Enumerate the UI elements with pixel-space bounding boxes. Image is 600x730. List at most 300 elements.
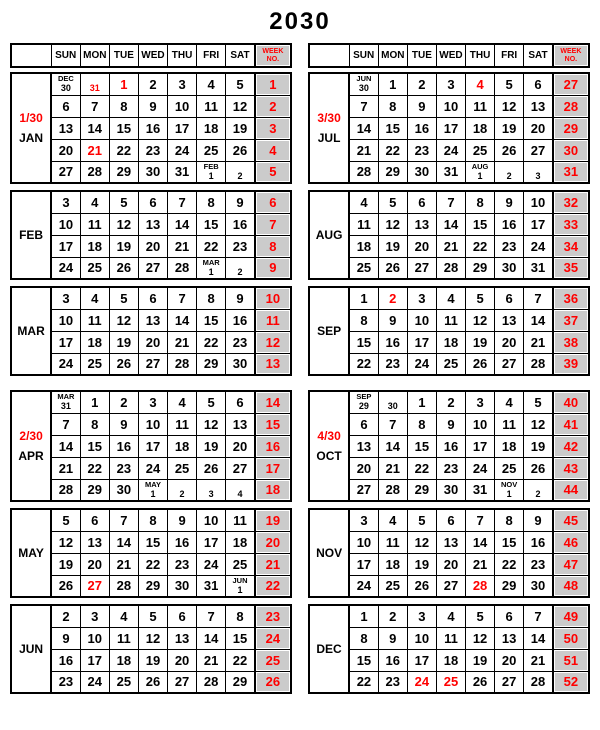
- day-cell: 25: [197, 139, 226, 161]
- week-row: [11, 73, 291, 95]
- month-table-jun: [10, 604, 292, 694]
- week-number-cell: 7: [255, 213, 291, 235]
- day-cell: 23: [226, 235, 255, 257]
- day-cell: 29: [138, 575, 167, 597]
- day-cell: 23: [524, 553, 553, 575]
- day-cell: 26: [466, 353, 495, 375]
- day-cell: 24: [138, 457, 167, 479]
- day-cell: 30: [524, 575, 553, 597]
- calendar-column-2: [308, 43, 590, 694]
- day-cell: 28: [80, 161, 109, 183]
- week-number-cell: 38: [553, 331, 589, 353]
- month-label-cell: [309, 287, 349, 375]
- month-name: JUN: [19, 642, 44, 656]
- day-cell: 14: [168, 213, 197, 235]
- day-cell: 13: [407, 213, 436, 235]
- week-number-cell: 6: [255, 191, 291, 213]
- day-cell: 8: [197, 287, 226, 309]
- week-row: [309, 353, 589, 375]
- week-row: [11, 605, 291, 627]
- weekno-header-line: WEEK: [262, 47, 284, 55]
- day-cell: 31: [466, 479, 495, 501]
- day-cell: 27: [495, 353, 524, 375]
- day-cell: 11: [80, 213, 109, 235]
- adjacent-day-number: 30: [60, 83, 71, 94]
- day-cell: 22: [109, 139, 138, 161]
- adjacent-day-stack: [226, 163, 254, 181]
- day-cell: 10: [168, 95, 197, 117]
- weekno-header-line: NO.: [564, 55, 578, 63]
- week-number-cell: 21: [255, 553, 291, 575]
- day-cell: 6: [407, 191, 436, 213]
- day-cell: 11: [378, 531, 407, 553]
- day-cell: 9: [495, 191, 524, 213]
- day-cell: 13: [138, 309, 167, 331]
- weekday-header-cell: SAT: [524, 44, 553, 67]
- week-row: [11, 531, 291, 553]
- day-cell: 30: [226, 353, 255, 375]
- day-cell: 25: [436, 671, 465, 693]
- day-cell: 13: [138, 213, 167, 235]
- adjacent-day-stack: [495, 481, 523, 499]
- day-cell: 9: [524, 509, 553, 531]
- month-table-may: [10, 508, 292, 598]
- day-cell: 17: [168, 117, 197, 139]
- month-name: SEP: [317, 324, 342, 338]
- week-number-cell: 36: [553, 287, 589, 309]
- day-cell: 21: [524, 649, 553, 671]
- week-number-cell: 12: [255, 331, 291, 353]
- month-table-feb: [10, 190, 292, 280]
- day-cell: 3: [138, 391, 167, 413]
- day-cell: 1: [109, 73, 138, 95]
- day-cell: 10: [436, 95, 465, 117]
- week-row: [11, 95, 291, 117]
- day-cell: 28: [168, 257, 197, 279]
- week-row: [11, 671, 291, 693]
- day-cell: 13: [349, 435, 378, 457]
- adjacent-day-number: 2: [535, 488, 541, 499]
- month-label-cell: [11, 287, 51, 375]
- day-cell: 3: [436, 73, 465, 95]
- adjacent-day-cell: [349, 391, 378, 413]
- day-cell: 7: [197, 605, 226, 627]
- year-title: 2030: [269, 8, 331, 35]
- weekday-header-cell: TUE: [407, 44, 436, 67]
- day-cell: 14: [349, 117, 378, 139]
- weekday-header-cell: WED: [138, 44, 167, 67]
- day-cell: 12: [197, 413, 226, 435]
- day-cell: 30: [168, 575, 197, 597]
- day-cell: 24: [51, 257, 80, 279]
- adjacent-month-label: FEB: [203, 161, 219, 171]
- day-cell: 21: [466, 553, 495, 575]
- day-cell: 30: [407, 161, 436, 183]
- week-number-cell: 15: [255, 413, 291, 435]
- adjacent-day-stack: [350, 393, 378, 411]
- day-cell: 21: [168, 331, 197, 353]
- day-cell: 15: [197, 309, 226, 331]
- day-cell: 27: [138, 353, 167, 375]
- day-cell: 25: [436, 353, 465, 375]
- day-cell: 25: [495, 457, 524, 479]
- day-cell: 8: [109, 95, 138, 117]
- day-cell: 10: [138, 413, 167, 435]
- day-cell: 17: [524, 213, 553, 235]
- day-cell: 29: [378, 161, 407, 183]
- day-cell: 16: [51, 649, 80, 671]
- day-cell: 27: [138, 257, 167, 279]
- day-cell: [226, 257, 255, 279]
- month-name: MAY: [18, 546, 44, 560]
- week-row: [11, 161, 291, 183]
- week-row: [309, 553, 589, 575]
- day-cell: 29: [466, 257, 495, 279]
- day-cell: 22: [197, 331, 226, 353]
- day-cell: 31: [168, 161, 197, 183]
- day-cell: 7: [51, 413, 80, 435]
- week-number-cell: 11: [255, 309, 291, 331]
- day-cell: 18: [80, 235, 109, 257]
- day-cell: 21: [168, 235, 197, 257]
- day-cell: 18: [226, 531, 255, 553]
- day-cell: 8: [466, 191, 495, 213]
- day-cell: 8: [495, 509, 524, 531]
- week-number-cell: 20: [255, 531, 291, 553]
- day-cell: 12: [495, 95, 524, 117]
- week-row: [309, 391, 589, 413]
- day-cell: 9: [378, 627, 407, 649]
- day-cell: [524, 479, 553, 501]
- week-number-cell: 2: [255, 95, 291, 117]
- day-cell: 27: [80, 575, 109, 597]
- day-cell: 26: [197, 457, 226, 479]
- day-cell: 14: [466, 531, 495, 553]
- day-cell: 22: [378, 139, 407, 161]
- day-cell: 3: [349, 509, 378, 531]
- adjacent-day-stack: [226, 259, 254, 277]
- day-cell: 14: [80, 117, 109, 139]
- week-number-cell: 8: [255, 235, 291, 257]
- day-cell: 10: [197, 509, 226, 531]
- month-label-cell: [309, 73, 349, 183]
- day-cell: 8: [349, 309, 378, 331]
- month-table-apr: [10, 390, 292, 502]
- day-cell: 29: [495, 575, 524, 597]
- day-cell: 11: [226, 509, 255, 531]
- week-row: [309, 413, 589, 435]
- month-table-oct: [308, 390, 590, 502]
- adjacent-month-label: SEP: [356, 392, 372, 402]
- month-table-dec: [308, 604, 590, 694]
- day-cell: 5: [407, 509, 436, 531]
- day-cell: 3: [407, 605, 436, 627]
- day-cell: 14: [109, 531, 138, 553]
- day-cell: 17: [80, 649, 109, 671]
- adjacent-day-number: 2: [237, 170, 243, 181]
- weekday-header-cell: MON: [80, 44, 109, 67]
- day-cell: 11: [168, 413, 197, 435]
- week-number-cell: 16: [255, 435, 291, 457]
- day-cell: 4: [80, 191, 109, 213]
- month-label-cell: [11, 509, 51, 597]
- week-number-cell: 18: [255, 479, 291, 501]
- day-cell: 5: [466, 605, 495, 627]
- day-cell: 13: [495, 309, 524, 331]
- day-cell: 3: [51, 191, 80, 213]
- day-cell: 2: [138, 73, 167, 95]
- day-cell: 4: [109, 605, 138, 627]
- week-row: [11, 413, 291, 435]
- week-row: [309, 671, 589, 693]
- adjacent-day-number: 1: [208, 170, 214, 181]
- day-cell: 14: [436, 213, 465, 235]
- week-number-cell: 17: [255, 457, 291, 479]
- month-table-sep: [308, 286, 590, 376]
- day-cell: 18: [495, 435, 524, 457]
- week-row: [309, 235, 589, 257]
- day-cell: 15: [197, 213, 226, 235]
- day-cell: 23: [138, 139, 167, 161]
- weekno-header-cell: [553, 44, 589, 67]
- week-row: [309, 257, 589, 279]
- day-cell: 17: [51, 235, 80, 257]
- adjacent-day-number: 2: [237, 266, 243, 277]
- day-cell: 3: [407, 287, 436, 309]
- week-row: [11, 287, 291, 309]
- day-cell: 9: [109, 413, 138, 435]
- adjacent-day-stack: [524, 163, 552, 181]
- day-cell: 23: [407, 139, 436, 161]
- day-cell: 9: [168, 509, 197, 531]
- adjacent-day-number: 3: [535, 170, 541, 181]
- day-cell: 20: [524, 117, 553, 139]
- day-cell: 28: [378, 479, 407, 501]
- day-cell: 12: [226, 95, 255, 117]
- adjacent-day-stack: [81, 75, 109, 93]
- quarter-label: 1/30: [19, 111, 43, 125]
- week-number-cell: 43: [553, 457, 589, 479]
- day-cell: 9: [226, 191, 255, 213]
- weekday-header-cell: MON: [378, 44, 407, 67]
- day-cell: 23: [109, 457, 138, 479]
- day-cell: 30: [109, 479, 138, 501]
- weekday-header-table: [308, 43, 590, 68]
- day-cell: 21: [109, 553, 138, 575]
- week-row: [309, 287, 589, 309]
- day-cell: 18: [80, 331, 109, 353]
- day-cell: 10: [349, 531, 378, 553]
- day-cell: 25: [466, 139, 495, 161]
- day-cell: 14: [524, 309, 553, 331]
- day-cell: 24: [168, 139, 197, 161]
- day-cell: 16: [378, 331, 407, 353]
- month-label-cell: [11, 605, 51, 693]
- day-cell: 20: [349, 457, 378, 479]
- day-cell: 27: [226, 457, 255, 479]
- day-cell: 23: [495, 235, 524, 257]
- adjacent-month-label: AUG: [471, 161, 489, 171]
- adjacent-day-stack: [350, 75, 378, 93]
- adjacent-day-stack: [379, 393, 407, 411]
- day-cell: 13: [51, 117, 80, 139]
- day-cell: 20: [495, 331, 524, 353]
- day-cell: 3: [51, 287, 80, 309]
- day-cell: 11: [80, 309, 109, 331]
- week-row: [11, 553, 291, 575]
- day-cell: 7: [378, 413, 407, 435]
- day-cell: 12: [407, 531, 436, 553]
- day-cell: 26: [495, 139, 524, 161]
- day-cell: 19: [109, 235, 138, 257]
- week-row: [309, 161, 589, 183]
- day-cell: 22: [466, 235, 495, 257]
- day-cell: 17: [138, 435, 167, 457]
- adjacent-day-stack: [226, 481, 254, 499]
- week-row: [11, 331, 291, 353]
- corner-cell: [309, 44, 349, 67]
- week-number-cell: 51: [553, 649, 589, 671]
- day-cell: 15: [349, 649, 378, 671]
- day-cell: 28: [168, 353, 197, 375]
- day-cell: [378, 391, 407, 413]
- adjacent-day-number: 31: [60, 401, 71, 412]
- day-cell: 31: [436, 161, 465, 183]
- week-number-cell: 45: [553, 509, 589, 531]
- day-cell: 2: [407, 73, 436, 95]
- day-cell: 27: [51, 161, 80, 183]
- day-cell: 7: [349, 95, 378, 117]
- weekday-header-cell: THU: [168, 44, 197, 67]
- adjacent-day-stack: [197, 481, 225, 499]
- adjacent-day-stack: [168, 481, 196, 499]
- day-cell: 4: [378, 509, 407, 531]
- adjacent-day-cell: [226, 575, 255, 597]
- day-cell: 19: [407, 553, 436, 575]
- week-row: [11, 139, 291, 161]
- day-cell: 15: [226, 627, 255, 649]
- adjacent-day-number: 4: [237, 488, 243, 499]
- day-cell: 27: [436, 575, 465, 597]
- adjacent-day-cell: [466, 161, 495, 183]
- month-name: JAN: [19, 131, 44, 145]
- week-number-cell: 28: [553, 95, 589, 117]
- day-cell: 14: [197, 627, 226, 649]
- day-cell: [495, 161, 524, 183]
- month-name: MAR: [17, 324, 45, 338]
- day-cell: 16: [109, 435, 138, 457]
- day-cell: 14: [51, 435, 80, 457]
- day-cell: 20: [51, 139, 80, 161]
- day-cell: 9: [226, 287, 255, 309]
- day-cell: 8: [407, 413, 436, 435]
- week-row: [11, 457, 291, 479]
- day-cell: [226, 479, 255, 501]
- adjacent-day-number: 1: [477, 170, 483, 181]
- adjacent-day-cell: [51, 391, 80, 413]
- adjacent-month-label: MAY: [144, 479, 161, 489]
- day-cell: 16: [495, 213, 524, 235]
- week-number-cell: 14: [255, 391, 291, 413]
- corner-cell: [11, 44, 51, 67]
- adjacent-month-label: MAR: [57, 392, 75, 402]
- day-cell: 20: [436, 553, 465, 575]
- day-cell: 17: [466, 435, 495, 457]
- day-cell: 21: [436, 235, 465, 257]
- month-name: APR: [18, 449, 44, 463]
- day-cell: 19: [524, 435, 553, 457]
- day-cell: 11: [109, 627, 138, 649]
- day-cell: 6: [138, 287, 167, 309]
- adjacent-day-stack: [524, 481, 552, 499]
- weekday-header-cell: SAT: [226, 44, 255, 67]
- day-cell: 27: [168, 671, 197, 693]
- day-cell: 8: [80, 413, 109, 435]
- day-cell: 21: [349, 139, 378, 161]
- day-cell: 26: [466, 671, 495, 693]
- day-cell: 28: [466, 575, 495, 597]
- day-cell: 24: [197, 553, 226, 575]
- day-cell: 18: [436, 331, 465, 353]
- day-cell: 14: [168, 309, 197, 331]
- month-label-cell: [309, 605, 349, 693]
- day-cell: [524, 161, 553, 183]
- day-cell: 21: [51, 457, 80, 479]
- day-cell: 3: [466, 391, 495, 413]
- day-cell: 21: [80, 139, 109, 161]
- week-row: [309, 605, 589, 627]
- day-cell: 23: [168, 553, 197, 575]
- week-number-cell: 41: [553, 413, 589, 435]
- day-cell: 5: [378, 191, 407, 213]
- day-cell: 30: [436, 479, 465, 501]
- day-cell: 6: [80, 509, 109, 531]
- day-cell: 12: [466, 627, 495, 649]
- weekno-header-cell: [255, 44, 291, 67]
- adjacent-day-stack: [466, 163, 494, 181]
- day-cell: 5: [109, 191, 138, 213]
- week-row: [309, 309, 589, 331]
- adjacent-day-cell: [197, 161, 226, 183]
- day-cell: 5: [226, 73, 255, 95]
- day-cell: 26: [226, 139, 255, 161]
- day-cell: 6: [51, 95, 80, 117]
- day-cell: 10: [407, 309, 436, 331]
- day-cell: 20: [80, 553, 109, 575]
- day-cell: 6: [495, 287, 524, 309]
- week-row: [309, 73, 589, 95]
- day-cell: 4: [436, 287, 465, 309]
- day-cell: 11: [349, 213, 378, 235]
- day-cell: 26: [407, 575, 436, 597]
- adjacent-day-number: 30: [358, 83, 369, 94]
- day-cell: 1: [349, 287, 378, 309]
- week-number-cell: 42: [553, 435, 589, 457]
- day-cell: 20: [168, 649, 197, 671]
- quarter-label: 3/30: [317, 111, 341, 125]
- day-cell: 21: [524, 331, 553, 353]
- day-cell: 12: [466, 309, 495, 331]
- adjacent-day-number: 1: [208, 266, 214, 277]
- week-row: [11, 509, 291, 531]
- day-cell: 19: [378, 235, 407, 257]
- day-cell: 26: [138, 671, 167, 693]
- week-number-cell: 3: [255, 117, 291, 139]
- day-cell: 14: [378, 435, 407, 457]
- month-name: DEC: [316, 642, 342, 656]
- day-cell: 7: [80, 95, 109, 117]
- day-cell: 8: [197, 191, 226, 213]
